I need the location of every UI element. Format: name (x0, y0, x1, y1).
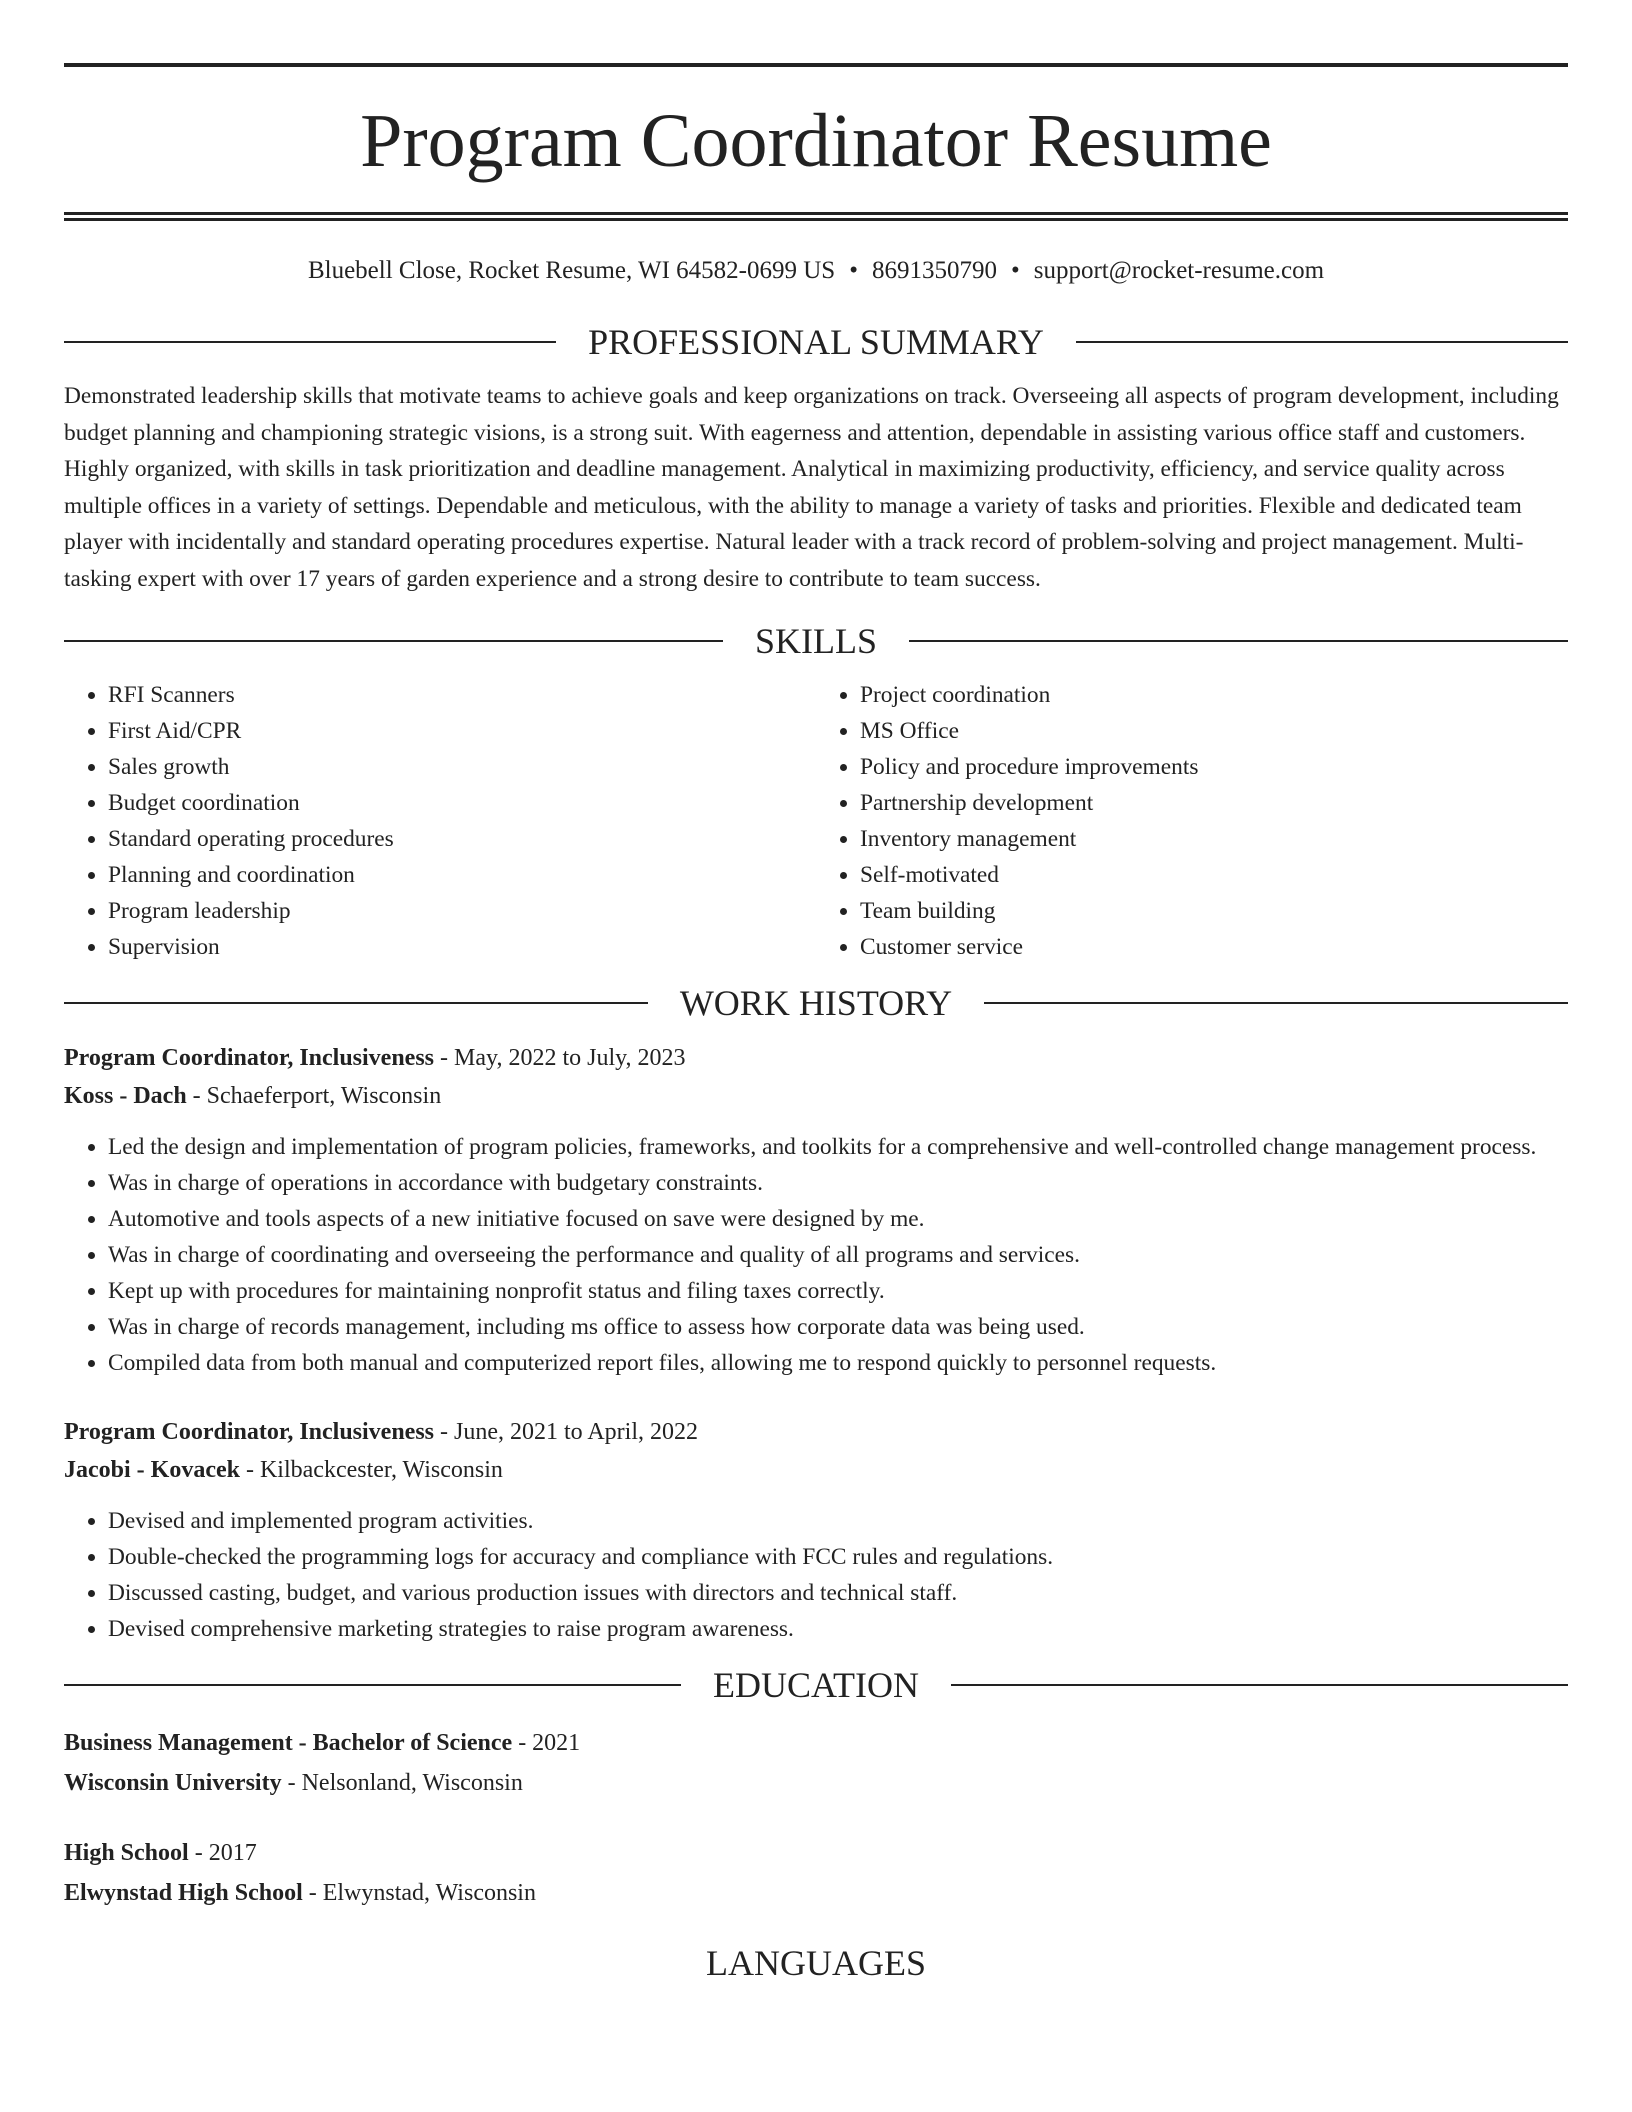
job-bullet: • Was in charge of records management, including ms office to assess how corporate data was being used. (108, 1309, 1568, 1345)
resume-title: Program Coordinator Resume (360, 99, 1272, 183)
skill-item: • Project coordination (860, 677, 1568, 713)
skill-item: • Budget coordination (108, 785, 816, 821)
job-company: Jacobi - Kovacek (64, 1457, 240, 1483)
section-heading-education-label: EDUCATION (713, 1665, 919, 1705)
education-year: - 2017 (188, 1840, 257, 1866)
section-heading-summary (64, 320, 1568, 364)
skill-item: • Program leadership (108, 893, 816, 929)
education-location: - Nelsonland, Wisconsin (281, 1770, 523, 1796)
skill-item: • Sales growth (108, 749, 816, 785)
job-bullets (64, 1503, 1568, 1647)
education-school: Elwynstad High School (64, 1880, 303, 1906)
education-location: - Elwynstad, Wisconsin (302, 1880, 536, 1906)
contact-separator: • (849, 257, 858, 284)
job-bullet: • Devised comprehensive marketing strategies to raise program awareness. (108, 1611, 1568, 1647)
job-title: Program Coordinator, Inclusiveness (64, 1419, 435, 1445)
skill-item: • Inventory management (860, 821, 1568, 857)
education-school-line (64, 1873, 1568, 1913)
job-title-line (64, 1413, 1568, 1451)
section-heading-languages-label: LANGUAGES (706, 1943, 926, 1983)
contact-address: Bluebell Close, Rocket Resume, WI 64582-0699 US (307, 257, 836, 284)
skills-column-left (64, 677, 816, 965)
skills-column-right (816, 677, 1568, 965)
skill-item: • First Aid/CPR (108, 713, 816, 749)
skill-item: • Planning and coordination (108, 857, 816, 893)
education-degree-line (64, 1723, 1568, 1763)
job-entry (64, 1039, 1568, 1381)
section-heading-summary-label: PROFESSIONAL SUMMARY (588, 322, 1044, 362)
summary-text: Demonstrated leadership skills that motivate teams to achieve goals and keep organizations on track. Overseeing all aspects of program development, including budget planning and championing strategic visions, is a strong suit. With eagerness and attention, dependable in assisting various office staff and customers. Highly organized, with skills in task prioritization and deadline management. Analytical in maximizing productivity, efficiency, and service quality across multiple offices in a variety of settings. Dependable and meticulous, with the ability to manage a variety of tasks and priorities. Flexible and dedicated team player with incidentally and standard operating procedures expertise. Natural leader with a track record of problem-solving and project management. Multi-tasking expert with over 17 years of garden experience and a strong desire to contribute to team success. (64, 383, 1559, 592)
job-bullet: • Devised and implemented program activities. (108, 1503, 1568, 1539)
education-degree-line (64, 1833, 1568, 1873)
job-bullet: • Kept up with procedures for maintaining nonprofit status and filing taxes correctly. (108, 1273, 1568, 1309)
skill-item: • Policy and procedure improvements (860, 749, 1568, 785)
job-bullet: • Automotive and tools aspects of a new initiative focused on save were designed by me. (108, 1201, 1568, 1237)
section-heading-work-label: WORK HISTORY (679, 983, 953, 1023)
job-bullet: • Compiled data from both manual and computerized report files, allowing me to respond quickly to personnel requests. (108, 1345, 1568, 1381)
education-degree: High School (64, 1840, 189, 1866)
title-double-rule (64, 212, 1568, 221)
education-year: - 2021 (512, 1730, 581, 1756)
section-heading-languages (64, 1941, 1568, 1985)
skill-item: • Team building (860, 893, 1568, 929)
contact-email: support@rocket-resume.com (1033, 257, 1325, 284)
job-company-line (64, 1077, 1568, 1115)
education-entry (64, 1723, 1568, 1803)
skill-item: • Supervision (108, 929, 816, 965)
section-heading-work (64, 981, 1568, 1025)
contact-separator: • (1010, 257, 1020, 284)
education-school-line (64, 1763, 1568, 1803)
skill-item: • Standard operating procedures (108, 821, 816, 857)
job-dates: - May, 2022 to July, 2023 (434, 1045, 686, 1071)
job-location: - Kilbackcester, Wisconsin (239, 1457, 503, 1483)
job-bullet: • Was in charge of operations in accordance with budgetary constraints. (108, 1165, 1568, 1201)
section-heading-skills (64, 619, 1568, 663)
education-entry (64, 1833, 1568, 1913)
job-location: - Schaeferport, Wisconsin (186, 1083, 442, 1109)
skills-list (64, 677, 1568, 965)
job-bullet: • Led the design and implementation of program policies, frameworks, and toolkits for a comprehensive and well-controlled change management process. (108, 1129, 1568, 1165)
job-bullet: • Double-checked the programming logs for accuracy and compliance with FCC rules and regulations. (108, 1539, 1568, 1575)
job-bullets (64, 1129, 1568, 1381)
section-heading-education (64, 1663, 1568, 1707)
job-company-line (64, 1451, 1568, 1489)
skill-item: • Self-motivated (860, 857, 1568, 893)
job-title-line (64, 1039, 1568, 1077)
job-entry (64, 1413, 1568, 1647)
job-bullet: • Was in charge of coordinating and overseeing the performance and quality of all programs and services. (108, 1237, 1568, 1273)
skill-item: • RFI Scanners (108, 677, 816, 713)
education-degree: Business Management - Bachelor of Science (64, 1730, 513, 1756)
contact-line (64, 255, 1568, 287)
skill-item: • Partnership development (860, 785, 1568, 821)
contact-phone: 8691350790 (871, 257, 997, 284)
education-school: Wisconsin University (64, 1770, 282, 1796)
job-dates: - June, 2021 to April, 2022 (434, 1419, 699, 1445)
skill-item: • MS Office (860, 713, 1568, 749)
job-bullet: • Discussed casting, budget, and various production issues with directors and technical staff. (108, 1575, 1568, 1611)
section-heading-skills-label: SKILLS (755, 621, 878, 661)
skill-item: • Customer service (860, 929, 1568, 965)
job-company: Koss - Dach (64, 1083, 187, 1109)
job-title: Program Coordinator, Inclusiveness (64, 1045, 435, 1071)
